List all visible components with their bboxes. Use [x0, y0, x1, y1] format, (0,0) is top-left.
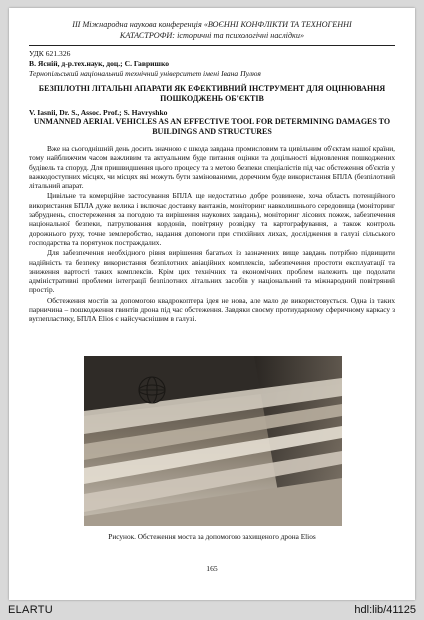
authors-en: V. Iasnii, Dr. S., Assoc. Prof.; S. Havryshko	[29, 108, 168, 117]
paragraph: Цивільне та комерційне застосування БПЛА ще недостатньо добре розвинене, хоча область потенційного використання БПЛА дуже велика і включає доставку вантажів, моніторинг навколишнього середовища (моніторинг забруднень, спостереження за погодою та вирішення наукових завдань), моніторинг лісових пожеж, забезпечення національної безпеки, патрулювання кордонів, повітряну розвідку та картографування, а також контроль дорожнього руху, точне землеробство, надання допомоги при стихійних лихах, дослідження в галузі сільського господарства та порятунок постраждалих.	[29, 191, 395, 247]
repository-name: ELARTU	[8, 604, 53, 616]
header-divider	[29, 45, 395, 46]
university: Тернопільський національний технічний університет імені Івана Пулюя	[29, 69, 261, 78]
bridge-inspection-photo	[84, 356, 342, 526]
document-page	[9, 8, 415, 600]
paragraph: Вже на сьогоднішній день досить значною є шкода завдана промисловим та цивільним об'єктам нашої країни, тому найближчим часом важливим та актуальним буде питання оцінки та доцільності відновлення пошкоджених будівель та споруд. Для пришвидшення цього процесу та з метою безпеки спеціалістів під час обстеження об'єктів у важкодоступних місцях, чи місцях які можуть бути замінованими, доречним буде використання БПЛА (безпілотний літальний апарат.	[29, 144, 395, 191]
conference-line-1: ІІІ Міжнародна наукова конференція «ВОЄННІ КОНФЛІКТИ ТА ТЕХНОГЕННІ	[72, 20, 352, 29]
paragraph: Для забезпечення необхідного рівня вирішення багатьох із зазначених вище завдань потрібно підвищити надійність та безпеку використання безпілотних авіаційних комплексів, забезпечення простоти експлуатації та зниження вартості таких комплексів. Крім цих технічних та економічних проблем належить ще подолати адміністративні проблеми інтеграції безпілотних літальних засобів у національний та міжнародний повітряний простір.	[29, 248, 395, 295]
handle-id: hdl:lib/41125	[354, 604, 416, 616]
title-ua: БЕЗПІЛОТНІ ЛІТАЛЬНІ АПАРАТИ ЯК ЕФЕКТИВНИЙ ІНСТРУМЕНТ ДЛЯ ОЦІНЮВАННЯ ПОШКОДЖЕНЬ ОБ'ЄКТІВ	[38, 84, 386, 103]
page-number: 165	[206, 564, 218, 573]
udk-code: УДК 621.326	[29, 49, 71, 58]
paragraph: Обстеження мостів за допомогою квадрокоптера ідея не нова, але мало де використовується. Одна із таких парничина – пошкодження гвинтів дрона під час обстеження. Завдяки своєму протиударному сферичному каркасу з вуглепластику, БПЛА Elios є найсучаснішим в галузі.	[29, 295, 395, 324]
conference-header	[29, 19, 395, 41]
article-body	[29, 144, 395, 325]
figure-caption: Рисунок. Обстеження моста за допомогою захищеного дрона Elios	[108, 532, 316, 541]
conference-line-2: КАТАСТРОФИ: історичні та психологічні наслідки»	[119, 31, 305, 40]
authors-ua: В. Ясній, д-р.тех.наук, доц.; С. Гавришко	[29, 59, 170, 68]
title-en: UNMANNED AERIAL VEHICLES AS AN EFFECTIVE TOOL FOR DETERMINING DAMAGES TO BUILDINGS AND STRUCTURES	[33, 117, 391, 136]
